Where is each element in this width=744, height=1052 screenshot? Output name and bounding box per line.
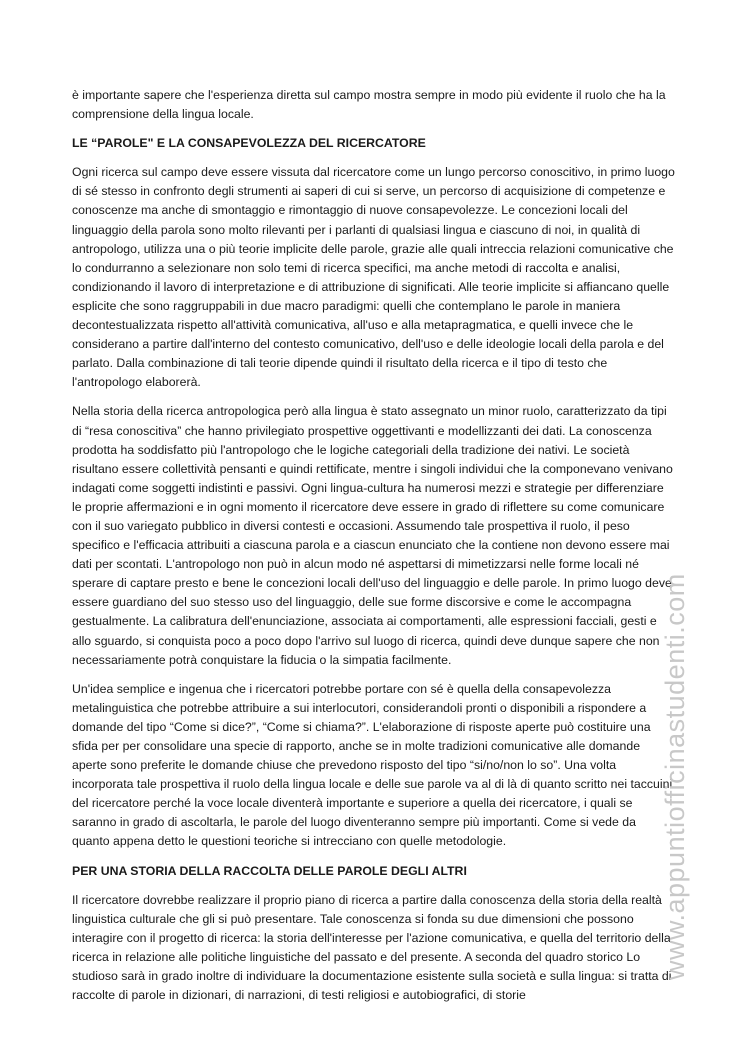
paragraph-idea-semplice: Un'idea semplice e ingenua che i ricercatori potrebbe portare con sé è quella della consapevolezza metalinguistica che potrebbe attribuire a sui interlocutori, considerandoli pronti o disponibili a rispondere a domande del tipo “Come si dice?”, “Come si chiama?”. L'elaborazione di risposte aperte può costituire una sfida per per consolidare una specie di rapporto, anche se in molte tradizioni comunicative alle domande aperte sono preferite le domande chiuse che prevedono risposto del tipo “si/no/non lo so”. Una volta incorporata tale prospettiva il ruolo della lingua locale e delle sue parole va al di là di quanto scritto nei taccuini del ricercatore perché la voce locale diventerà importante e superiore a quella dei ricercatore, i quali se saranno in grado di ascoltarla, le parole del luogo diventeranno sempre più importanti. Come si vede da quanto appena detto le questioni teoriche si intrecciano con quelle metodologie. — [72, 681, 673, 849]
watermark-url: www.appuntiofficinastudenti.com — [660, 573, 690, 980]
section-heading-parole: LE “PAROLE" E LA CONSAPEVOLEZZA DEL RICERCATORE — [72, 136, 426, 151]
section-heading-storia-raccolta: PER UNA STORIA DELLA RACCOLTA DELLE PAROLE DEGLI ALTRI — [72, 863, 467, 878]
intro-paragraph: è importante sapere che l'esperienza diretta sul campo mostra sempre in modo più evidente il ruolo che ha la comprensione della lingua locale. — [72, 88, 666, 122]
paragraph-ricerca-campo: Ogni ricerca sul campo deve essere vissuta dal ricercatore come un lungo percorso conoscitivo, in primo luogo di sé stesso in confronto degli strumenti ai saperi di cui si serve, un percorso di acquisizione di competenze e conoscenze ma anche di smontaggio e rimontaggio di nuove consapevolezze. Le concezioni locali del linguaggio della parola sono molto rilevanti per i parlanti di qualsiasi lingua e ciascuno di noi, in qualità di antropologo, utilizza una o più teorie implicite delle parole, grazie alle quali intreccia relazioni comunicative che lo condurranno a selezionare non solo temi di ricerca specifici, ma anche metodi di raccolta e analisi, condizionando il lavoro di interpretazione e di attribuzione di significati. Alle teorie implicite si affiancano quelle esplicite che sono raggruppabili in due macro paradigmi: quelli che contemplano le parole in maniera decontestualizzata rispetto all'attività comunicativa, all'uso e alla metapragmatica, e quelli invece che le considerano a partire dall'interno del contesto comunicativo, dell'uso e delle ideologie locali della parola e del parlato. Dalla combinazione di tali teorie dipende quindi il risultato della ricerca e il tipo di testo che l'antropologo elaborerà. — [72, 165, 675, 390]
paragraph-storia-ricerca: Nella storia della ricerca antropologica però alla lingua è stato assegnato un minor ruolo, caratterizzato da tipi di “resa conoscitiva” che hanno privilegiato prospettive oggettivanti e modellizzanti dei dati. La conoscenza prodotta ha soddisfatto più l'antropologo che le logiche categoriali della tradizione dei nativi. Le società risultano essere collettività pensanti e quindi rettificate, mentre i singoli individui che la componevano venivano indagati come soggetti indistinti e passivi. Ogni lingua-cultura ha numerosi mezzi e strategie per differenziare le proprie affermazioni e in ogni momento il ricercatore deve essere in grado di riflettere su come comunicare con il suo variegato pubblico in diversi contesti e occasioni. Assumendo tale prospettiva il ruolo, il peso specifico e l'efficacia attribuiti a ciascuna parola e a ciascun enunciato che la contiene non devono essere mai dati per scontati. L'antropologo non può in alcun modo né aspettarsi di mimetizzarsi nelle forme locali né sperare di captare presto e bene le concezioni locali dell'uso del linguaggio e delle parole. In primo luogo deve essere guardiano del suo stesso uso del linguaggio, delle sue forme discorsive e come le accompagna gestualmente. La calibratura dell'enunciazione, associata ai comportamenti, alle espressioni facciali, gesti e allo sguardo, si conquista poco a poco dopo l'arrivo sul luogo di ricerca, quindi deve dunque sapere che non necessariamente potrà conquistare la fiducia o la simpatia facilmente. — [72, 404, 673, 667]
paragraph-piano-ricerca: Il ricercatore dovrebbe realizzare il proprio piano di ricerca a partire dalla conoscenza della storia della realtà linguistica culturale che gli si può presentare. Tale conoscenza si fonda su due dimensioni che possono interagire con il progetto di ricerca: la storia dell'interesse per l'azione comunicativa, e quella del territorio della ricerca in relazione alle politiche linguistiche del passato e del presente. A seconda del quadro storico Lo studioso sarà in grado inoltre di individuare la documentazione esistente sulla società e sulla lingua: si tratta di raccolte di parole in dizionari, di narrazioni, di testi religiosi e autobiografici, di storie — [72, 892, 672, 1003]
document-body — [72, 86, 676, 1015]
